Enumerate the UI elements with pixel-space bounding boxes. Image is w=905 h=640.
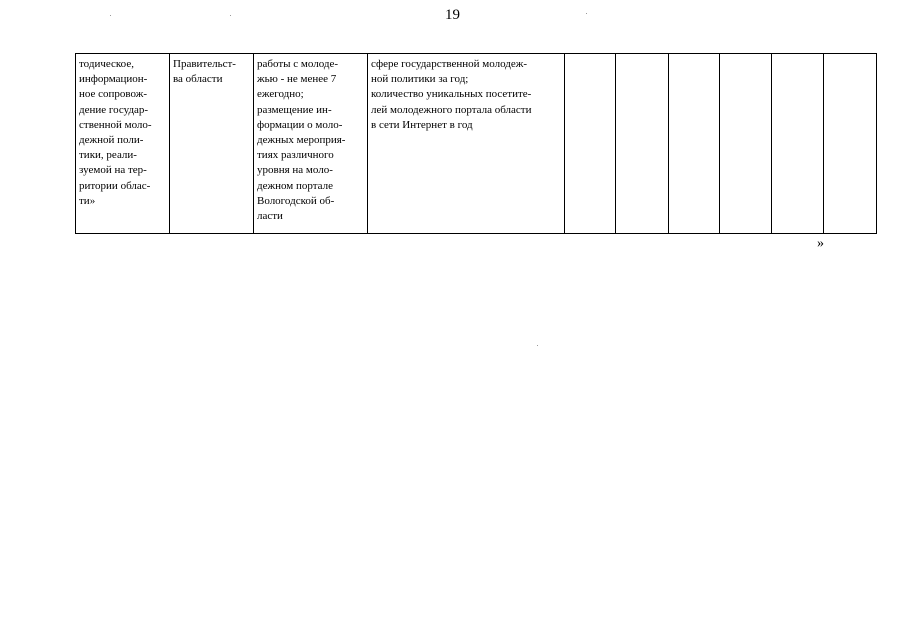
cell-text-line: дежном портале: [257, 179, 334, 192]
cell-text-line: ежегодно;: [257, 88, 304, 101]
closing-quote-mark: »: [817, 236, 824, 251]
cell-text-line: дежных мероприя-: [257, 134, 346, 147]
cell-text-line: информацион-: [79, 73, 148, 86]
scan-speck: [230, 15, 231, 16]
cell-text-line: дение государ-: [79, 103, 149, 116]
scan-speck: [537, 345, 538, 346]
cell-text-line: тики, реали-: [79, 149, 137, 162]
cell-text-line: работы с молоде-: [257, 58, 339, 70]
table-cell-empty: [720, 54, 772, 234]
table-row: [76, 54, 877, 234]
cell-text-line: размещение ин-: [257, 103, 332, 116]
cell-text-line: жью - не менее 7: [257, 73, 337, 86]
cell-text-line: количество уникальных посетите-: [371, 88, 532, 101]
cell-text-line: в сети Интернет в год: [371, 118, 473, 131]
table-cell-empty: [824, 54, 877, 234]
cell-text-line: ной политики за год;: [371, 73, 469, 86]
scan-speck: [110, 15, 111, 16]
cell-text-line: формации о моло-: [257, 118, 343, 131]
cell-text-line: ственной моло-: [79, 118, 152, 131]
cell-text-line: дежной поли-: [79, 134, 144, 147]
cell-text-line: Правительст-: [173, 58, 236, 70]
cell-text-line: сфере государственной молодеж-: [371, 58, 528, 70]
table-cell-indicator: [368, 54, 565, 234]
table-cell-empty: [669, 54, 720, 234]
scan-speck: [586, 13, 587, 14]
cell-text-line: тодическое,: [79, 58, 134, 70]
table-cell-empty: [772, 54, 824, 234]
cell-text-line: зуемой на тер-: [79, 164, 147, 177]
table-cell-empty: [565, 54, 616, 234]
cell-text-line: ритории облас-: [79, 179, 151, 192]
cell-text-line: ное сопровож-: [79, 88, 148, 101]
cell-text-line: ва области: [173, 73, 223, 86]
cell-text-line: лей молодежного портала области: [371, 103, 532, 116]
table-cell-empty: [616, 54, 669, 234]
cell-text-line: тиях различного: [257, 149, 334, 162]
program-table: [75, 53, 877, 234]
table-cell-executor: [170, 54, 254, 234]
page-number: 19: [445, 7, 460, 23]
cell-text-line: ти»: [79, 194, 96, 207]
cell-text-line: Вологодской об-: [257, 194, 335, 207]
table-cell-event: [76, 54, 170, 234]
cell-text-line: уровня на моло-: [257, 164, 333, 177]
cell-text-line: ласти: [257, 210, 283, 223]
table-cell-result: [254, 54, 368, 234]
